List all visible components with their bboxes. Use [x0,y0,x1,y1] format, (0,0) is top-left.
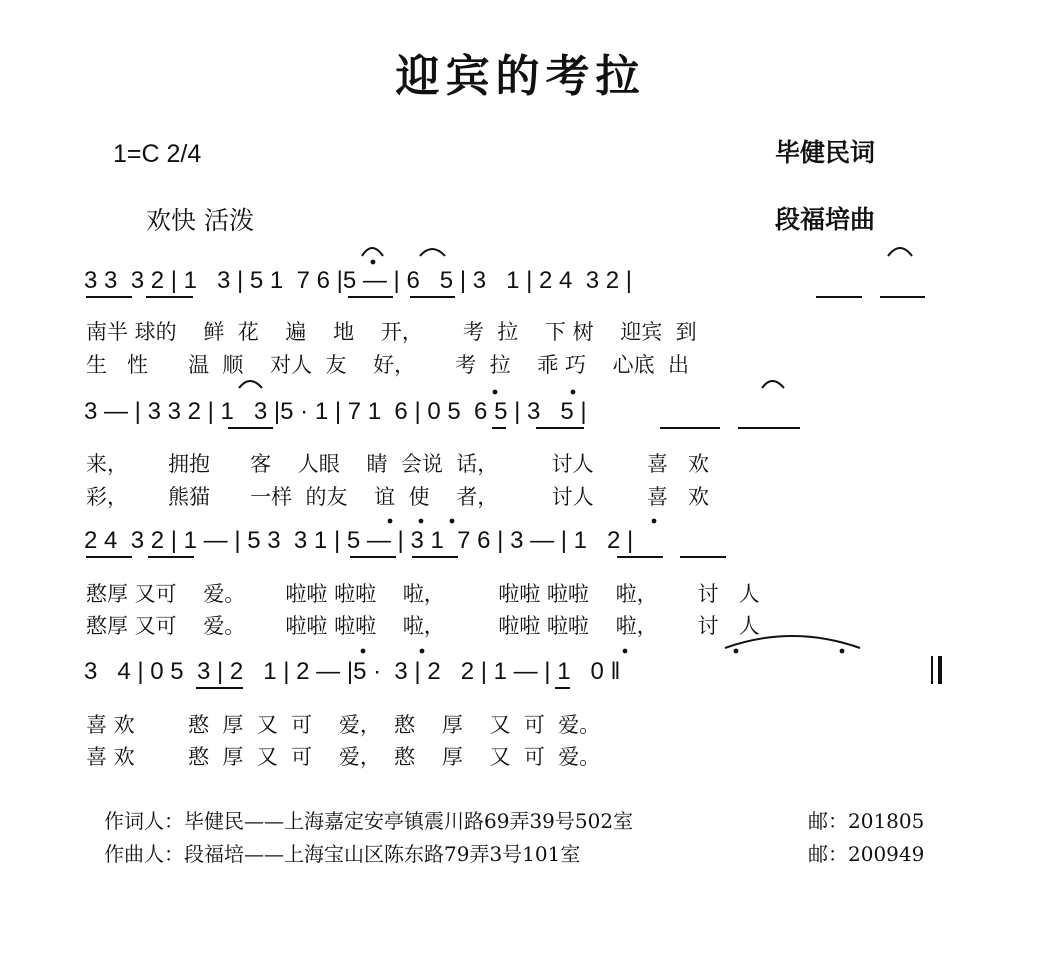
lyrics-line-2-verse-1: 来， 拥抱 客 人眼 睛 会说 话， 讨人 喜 欢 [86,452,710,476]
composer-credit: 段福培曲 [775,205,876,234]
notation-text: 2 4 3 2 | 1 — | 5 3 3 1 | 5 — | 3 1 7 6 | 3 — | 1 2 | [84,527,634,554]
lyrics-line-4-verse-2: 喜 欢 憨 厚 又 可 爱， 憨 厚 又 可 爱。 [86,745,601,769]
notation-text: 3 3 3 2 | 1 3 | 5 1 7 6 |5 — | 6 5 | 3 1 | 2 4 3 2 | [84,267,632,294]
lyrics-line-3-verse-1: 憨厚 又可 爱。 啦啦 啦啦 啦， 啦啦 啦啦 啦， 讨 人 [86,582,760,606]
tempo-marking: 欢快 活泼 [146,206,254,235]
lyrics-line-1-verse-2: 生 性 温 顺 对人 友 好， 考 拉 乖 巧 心底 出 [86,353,690,377]
song-title: 迎宾的考拉 [395,51,646,102]
notation-line-3 [84,527,954,555]
lyricist-address: 作词人：毕健民——上海嘉定安亭镇震川路69弄39号502室 [104,809,634,833]
key-signature: 1=C 2/4 [113,140,202,168]
notation-text: 3 4 | 0 5 3 | 2 1 | 2 — |5 · 3 | 2 2 | 1 — | 1 0 ‖ [84,658,621,685]
composer-zip: 邮：200949 [808,842,925,866]
composer-address: 作曲人：段福培——上海宝山区陈东路79弄3号101室 [104,842,581,866]
notation-text: 3 — | 3 3 2 | 1 3 |5 · 1 | 7 1 6 | 0 5 6 5 | 3 5 | [84,398,587,425]
lyrics-line-3-verse-2: 憨厚 又可 爱。 啦啦 啦啦 啦， 啦啦 啦啦 啦， 讨 人 [86,614,760,638]
lyricist-credit: 毕健民词 [775,138,876,167]
notation-line-1 [84,267,954,295]
lyrics-line-1-verse-1: 南半 球的 鲜 花 遍 地 开， 考 拉 下 树 迎宾 到 [86,320,697,344]
notation-line-2 [84,398,954,426]
notation-line-4 [84,658,954,686]
lyrics-line-2-verse-2: 彩， 熊猫 一样 的友 谊 使 者， 讨人 喜 欢 [86,485,710,509]
lyricist-zip: 邮：201805 [808,809,925,833]
lyrics-line-4-verse-1: 喜 欢 憨 厚 又 可 爱， 憨 厚 又 可 爱。 [86,713,601,737]
